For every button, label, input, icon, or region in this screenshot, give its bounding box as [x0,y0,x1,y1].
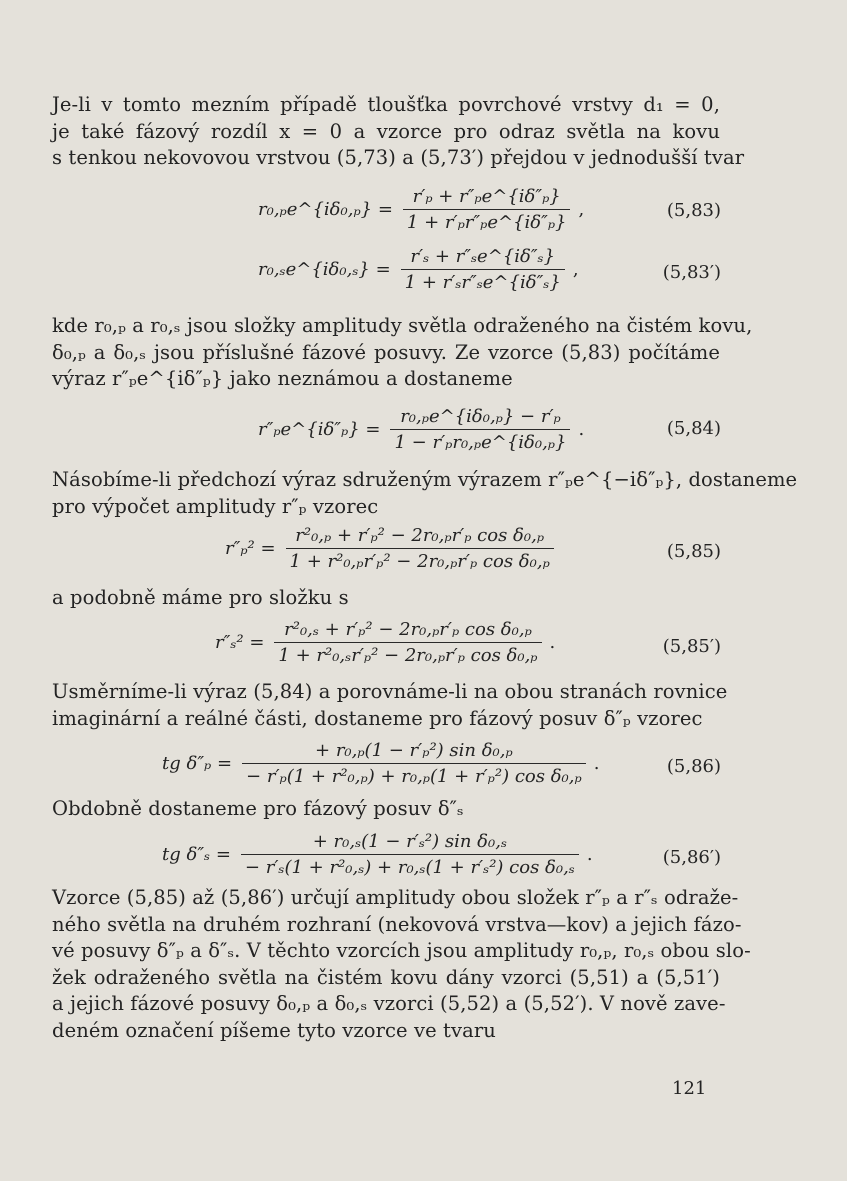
equation-denominator: 1 + r′ₛr″ₛe^{iδ″ₛ} [404,271,561,293]
fraction-bar [241,854,579,855]
paragraph-similarly [52,796,720,823]
equation-5-86 [162,739,599,787]
equation-5-83 [258,185,584,233]
equation-fraction [241,831,579,878]
equation-punctuation: , [578,198,585,220]
equation-lhs: tg δ″ₚ = [162,752,233,774]
equation-lhs: r″ₚe^{iδ″ₚ} = [258,418,381,440]
equation-denominator: 1 + r²₀,ₚr′ₚ² − 2r₀,ₚr′ₚ cos δ₀,ₚ [289,550,550,572]
equation-denominator: 1 − r′ₚr₀,ₚe^{iδ₀,ₚ} [394,431,567,453]
equation-punctuation: . [593,752,600,774]
text-line: a podobně máme pro složku s [52,586,349,609]
text-line: a jejich fázové posuvy δ₀,ₚ a δ₀,ₛ vzorci (5,52) a (5,52′). V nově zave- [52,992,726,1016]
page-number: 121 [672,1078,707,1099]
equation-punctuation: . [586,843,593,865]
fraction-bar [390,429,570,430]
equation-denominator: − r′ₛ(1 + r²₀,ₛ) + r₀,ₛ(1 + r′ₛ²) cos δ₀,ₛ [244,856,575,878]
equation-punctuation: . [549,631,556,653]
equation-fraction [274,619,541,666]
equation-5-83-prime [258,245,579,293]
equation-number: (5,85′) [662,636,721,657]
equation-lhs: r₀,ₚe^{iδ₀,ₚ} = [258,198,393,220]
text-line: vé posuvy δ″ₚ a δ″ₛ. V těchto vzorcích jsou amplitudy r₀,ₚ, r₀,ₛ obou slo- [52,939,751,963]
equation-number: (5,86) [666,756,721,777]
text-line: imaginární a reálné části, dostaneme pro fázový posuv δ″ₚ vzorec [52,706,703,730]
equation-numerator: r²₀,ₛ + r′ₚ² − 2r₀,ₚr′ₚ cos δ₀,ₚ [284,618,532,640]
equation-punctuation: , [572,258,579,280]
equation-5-85 [225,524,562,572]
text-line: výraz r″ₚe^{iδ″ₚ} jako neznámou a dostaneme [52,367,513,391]
fraction-bar [401,269,565,270]
equation-numerator: r′ₛ + r″ₛe^{iδ″ₛ} [410,245,556,267]
paragraph-intro [52,92,745,172]
equation-denominator: 1 + r′ₚr″ₚe^{iδ″ₚ} [406,211,567,233]
equation-number: (5,85) [666,541,721,562]
equation-5-86-prime [162,830,593,878]
text-line: Obdobně dostaneme pro fázový posuv δ″ₛ [52,797,464,820]
equation-fraction [242,740,586,787]
text-line: Vzorce (5,85) až (5,86′) určují amplitudy obou složek r″ₚ a r″ₛ odraže- [52,886,739,909]
equation-number: (5,83′) [662,262,721,283]
equation-fraction [401,246,565,293]
equation-lhs: r″ₚ² = [225,537,276,559]
fraction-bar [242,763,586,764]
fraction-bar [403,209,571,210]
equation-numerator: r₀,ₚe^{iδ₀,ₚ} − r′ₚ [400,405,561,427]
text-line: žek odraženého světla na čistém kovu dány vzorci (5,51) a (5,51′) [52,965,720,989]
paragraph-conclusion [52,885,751,1045]
equation-5-85-prime [215,618,555,666]
equation-punctuation: . [578,418,585,440]
equation-lhs: r″ₛ² = [215,631,265,653]
text-line: ného světla na druhém rozhraní (nekovová vrstva—kov) a jejich fázo- [52,912,742,936]
paragraph-definitions [52,313,753,393]
text-line: s tenkou nekovovou vrstvou (5,73) a (5,73′) přejdou v jednodušší tvar [52,146,745,170]
equation-numerator: + r₀,ₚ(1 − r′ₚ²) sin δ₀,ₚ [315,739,513,761]
equation-5-84 [258,405,584,453]
text-line: δ₀,ₚ a δ₀,ₛ jsou příslušné fázové posuvy. Ze vzorce (5,83) počítáme [52,340,720,364]
text-line: kde r₀,ₚ a r₀,ₛ jsou složky amplitudy světla odraženého na čistém kovu, [52,314,753,337]
text-line: Usměrníme-li výraz (5,84) a porovnáme-li na obou stranách rovnice [52,680,728,703]
equation-numerator: + r₀,ₛ(1 − r′ₛ²) sin δ₀,ₛ [312,830,508,852]
equation-number: (5,86′) [662,847,721,868]
equation-numerator: r²₀,ₚ + r′ₚ² − 2r₀,ₚr′ₚ cos δ₀,ₚ [295,524,545,546]
text-line: Násobíme-li předchozí výraz sdruženým výrazem r″ₚe^{−iδ″ₚ}, dostaneme [52,468,798,491]
equation-lhs: r₀,ₛe^{iδ₀,ₛ} = [258,258,391,280]
paragraph-amplitude [52,467,798,520]
equation-lhs: tg δ″ₛ = [162,843,231,865]
equation-number: (5,83) [666,200,721,221]
text-line: deném označení píšeme tyto vzorce ve tvaru [52,1018,496,1042]
equation-numerator: r′ₚ + r″ₚe^{iδ″ₚ} [412,185,561,207]
equation-fraction [390,406,570,453]
equation-fraction [286,525,554,572]
fraction-bar [274,642,541,643]
equation-denominator: − r′ₚ(1 + r²₀,ₚ) + r₀,ₚ(1 + r′ₚ²) cos δ₀,ₚ [246,765,582,787]
equation-number: (5,84) [666,418,721,439]
paragraph-s-component [52,585,720,612]
text-line: je také fázový rozdíl x = 0 a vzorce pro odraz světla na kovu [52,119,720,143]
paragraph-phase-shift [52,679,728,732]
equation-denominator: 1 + r²₀,ₛr′ₚ² − 2r₀,ₚr′ₚ cos δ₀,ₚ [278,644,538,666]
text-line: pro výpočet amplitudy r″ₚ vzorec [52,494,379,518]
equation-fraction [403,186,571,233]
text-line: Je-li v tomto mezním případě tloušťka povrchové vrstvy d₁ = 0, [52,93,720,116]
fraction-bar [286,548,554,549]
